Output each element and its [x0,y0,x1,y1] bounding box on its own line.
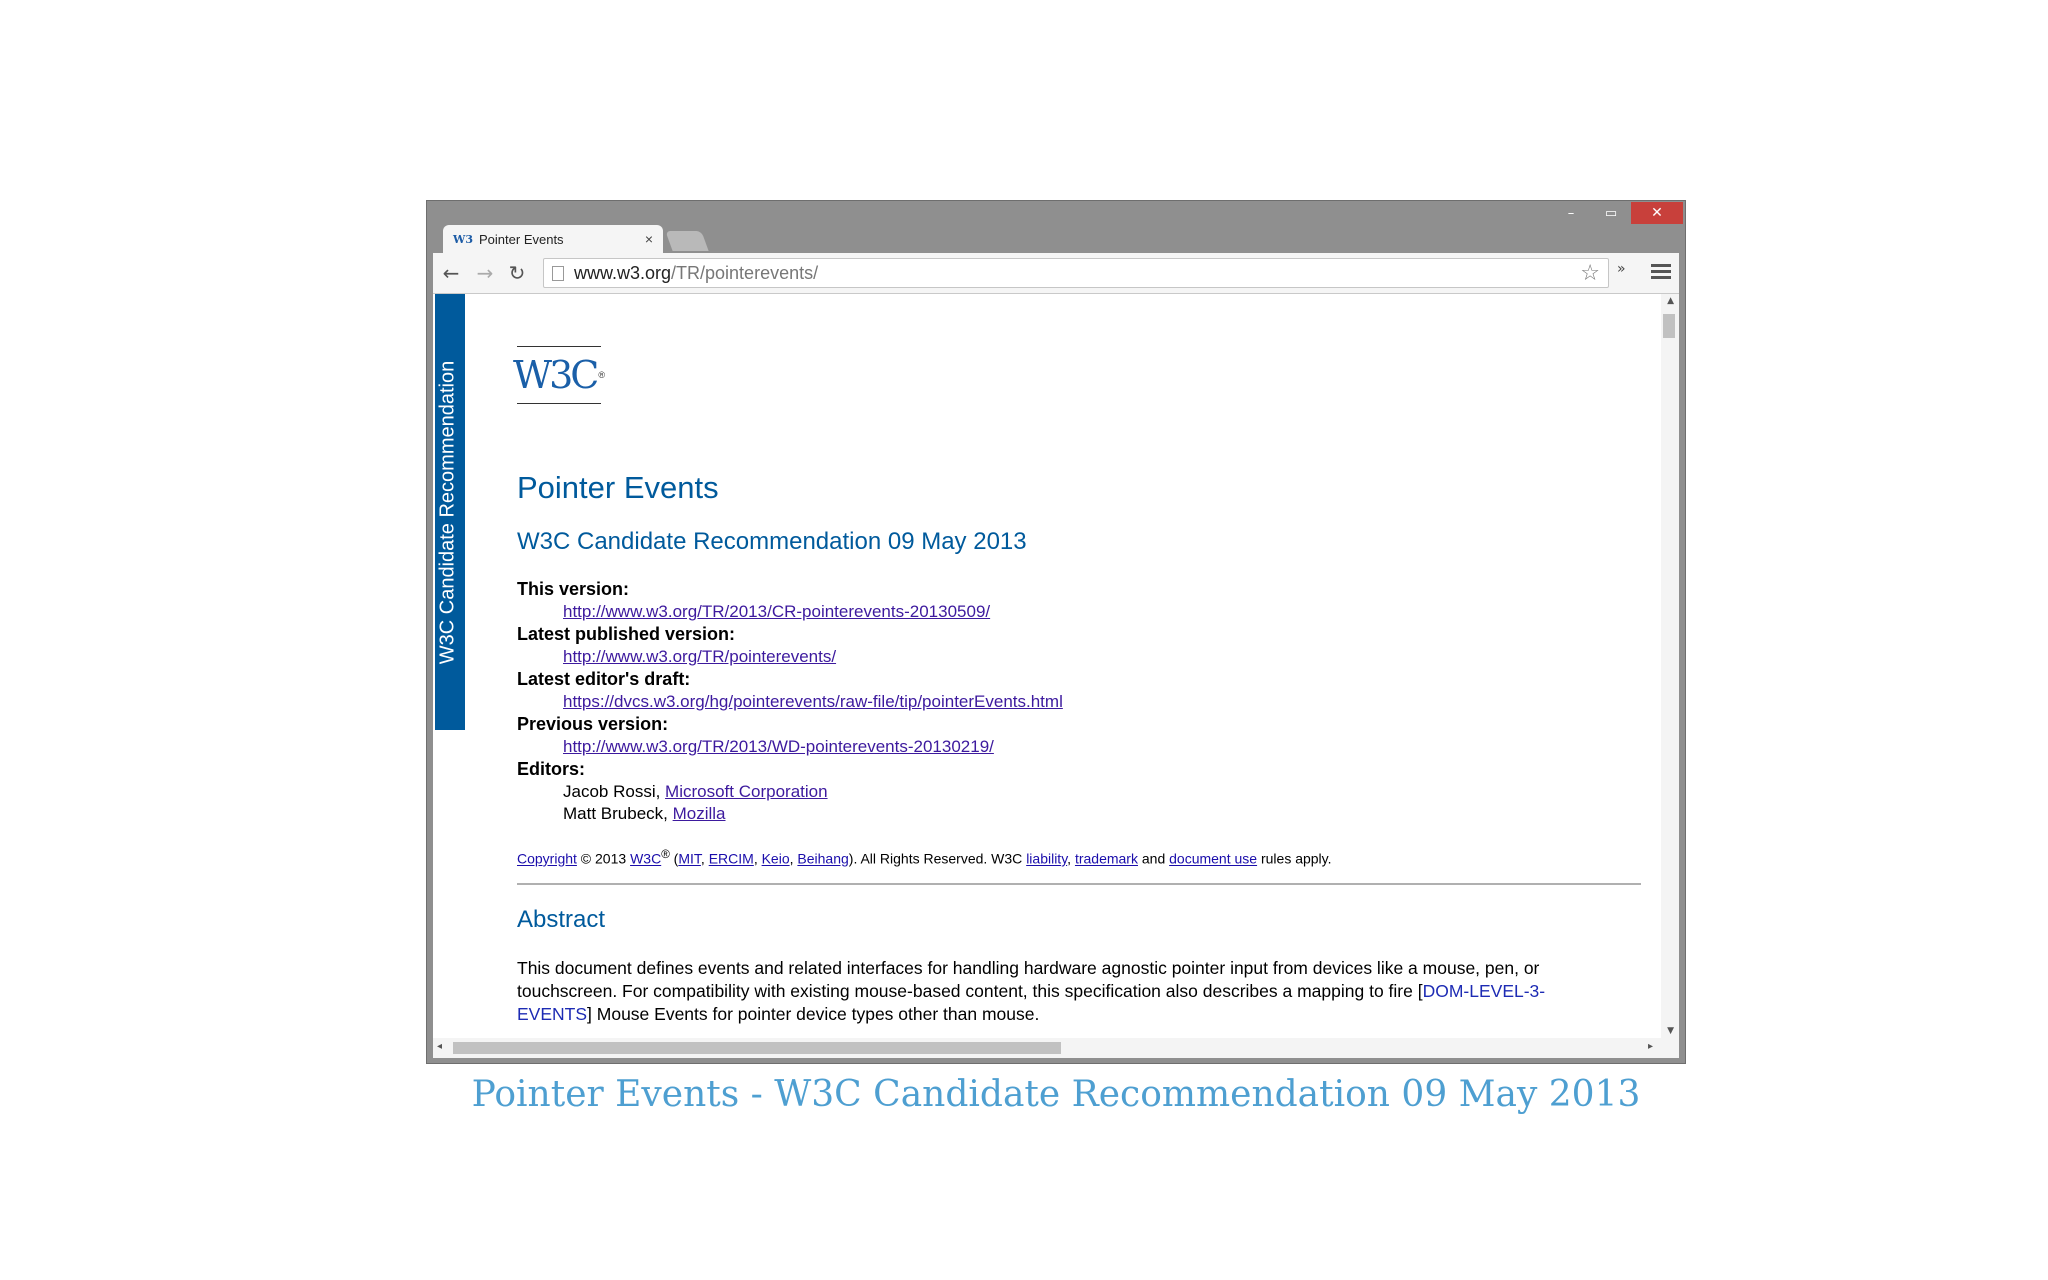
logo-text: W3C [513,353,597,397]
meta-label: Latest published version: [517,624,736,644]
abstract-heading: Abstract [517,906,606,933]
keio-link[interactable]: Keio [761,850,790,867]
separator: , [1067,850,1075,867]
page-title: Pointer Events [517,470,719,505]
favicon-icon: W3 [453,232,474,246]
scroll-right-icon[interactable]: ▸ [1647,1041,1653,1052]
extensions-chevron-icon[interactable]: » [1617,261,1626,277]
browser-tab[interactable] [443,225,663,253]
meta-label: This version: [517,579,630,599]
editors-draft-link[interactable]: https://dvcs.w3.org/hg/pointerevents/raw-file/tip/pointerEvents.html [563,691,1063,711]
copyright-year: © 2013 [576,850,631,867]
copyright-text: ). All Rights Reserved. W3C [848,850,1027,867]
horizontal-scrollbar[interactable] [433,1038,1679,1058]
logo-mark: ® [598,370,605,380]
liability-link[interactable]: liability [1026,850,1068,867]
editor-org-link[interactable]: Microsoft Corporation [665,781,828,801]
window-controls [1551,202,1683,224]
address-bar[interactable] [543,258,1609,288]
abstract-text-part: ] Mouse Events for pointer device types other than mouse. [587,1004,1040,1024]
editor-name: Matt Brubeck, [563,804,673,823]
status-label-text: W3C Candidate Recommendation [436,360,459,664]
vertical-scroll-thumb[interactable] [1663,314,1675,338]
close-window-button[interactable]: ✕ [1631,202,1683,224]
page-subtitle: W3C Candidate Recommendation 09 May 2013 [517,528,1027,555]
status-label [433,294,463,730]
w3c-link[interactable]: W3C [630,850,662,867]
scroll-left-icon[interactable]: ◂ [437,1041,443,1052]
browser-toolbar [433,253,1679,294]
version-metadata [517,578,1617,826]
reload-icon[interactable]: ↻ [508,261,526,285]
this-version-link[interactable]: http://www.w3.org/TR/2013/CR-pointerevents-20130509/ [563,601,991,621]
editor-org-link[interactable]: Mozilla [672,804,726,823]
new-tab-button[interactable] [665,231,708,251]
abstract-text-part: This document defines events and related interfaces for handling hardware agnostic pointer input from devices like a mouse, pen, or touchscreen. For compatibility with existing mouse-based content, this specification also describes a mapping to fire [ [517,958,1540,1001]
scroll-down-icon[interactable]: ▼ [1667,1026,1674,1036]
dom-level-3-events-link[interactable]: DOM-LEVEL-3-EVENTS [517,981,1546,1024]
editor-name: Jacob Rossi, [563,781,666,801]
meta-label: Latest editor's draft: [517,669,691,689]
document-use-link[interactable]: document use [1169,850,1258,867]
copyright-text: rules apply. [1257,850,1332,867]
browser-window [426,200,1686,1064]
page-icon [552,266,564,281]
mit-link[interactable]: MIT [678,850,701,867]
forward-arrow-icon[interactable]: → [476,261,494,285]
copyright-link[interactable]: Copyright [517,850,577,867]
copyright-text: ( [669,850,679,867]
maximize-button[interactable]: ▭ [1604,205,1618,221]
w3c-logo[interactable] [513,346,605,404]
bookmark-star-icon[interactable]: ☆ [1580,260,1600,286]
editor-entry [563,781,1617,804]
beihang-link[interactable]: Beihang [797,850,849,867]
menu-icon[interactable] [1651,261,1671,281]
separator: , [789,850,798,867]
horizontal-scroll-thumb[interactable] [453,1042,1061,1054]
editor-entry [563,803,1617,826]
url-path: /TR/pointerevents/ [671,262,819,283]
page-viewport [433,294,1679,1058]
minimize-button[interactable]: – [1567,205,1575,221]
back-arrow-icon[interactable]: ← [442,261,460,285]
scroll-up-icon[interactable]: ▲ [1667,296,1674,306]
url-text[interactable] [574,263,1580,284]
meta-label: Previous version: [517,714,669,734]
separator: , [753,850,762,867]
url-host: www.w3.org [574,262,672,283]
editors-label: Editors: [517,759,586,779]
tab-title: Pointer Events [479,231,564,247]
slide-caption: Pointer Events - W3C Candidate Recommendation 09 May 2013 [471,1074,1641,1115]
copyright-notice [517,848,1332,867]
copyright-text: and [1137,850,1170,867]
latest-published-link[interactable]: http://www.w3.org/TR/pointerevents/ [563,646,837,666]
separator: , [700,850,709,867]
previous-version-link[interactable]: http://www.w3.org/TR/2013/WD-pointerevents-20130219/ [563,736,994,756]
ercim-link[interactable]: ERCIM [708,850,754,867]
abstract-text [517,957,1617,1026]
trademark-link[interactable]: trademark [1074,850,1138,867]
vertical-scrollbar[interactable] [1661,294,1679,1038]
registered-mark: ® [661,848,670,861]
tab-close-icon[interactable]: × [644,231,653,247]
divider [517,883,1641,885]
